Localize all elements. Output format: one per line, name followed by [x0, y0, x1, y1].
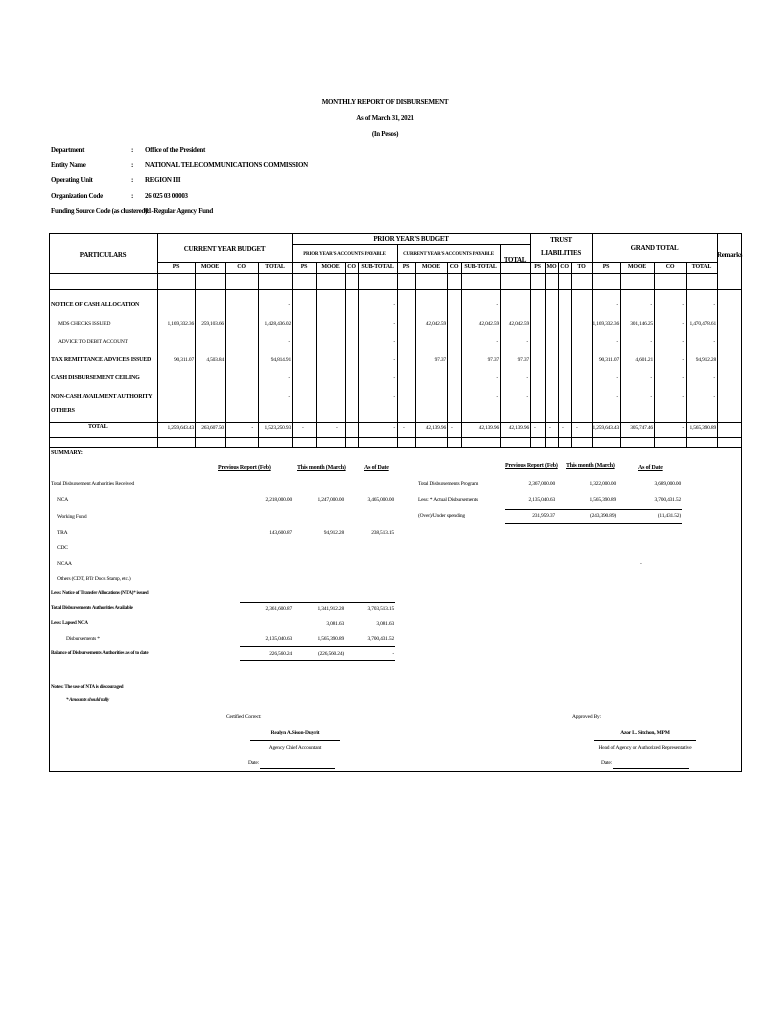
grid-line	[292, 262, 530, 263]
summary-value: 231,959.37	[532, 513, 555, 519]
cell: -	[393, 339, 395, 345]
summary-value: 1,322,000.00	[589, 481, 616, 487]
summary-rule	[505, 509, 682, 510]
signature-line	[594, 740, 696, 741]
total-cell: 1,523,250.93	[264, 425, 291, 431]
total-cell: 42,139.96	[425, 425, 446, 431]
summary-value: 2,367,000.00	[528, 481, 555, 487]
cell: -	[393, 394, 395, 400]
total-cell: -	[403, 425, 405, 431]
summary-label: Total Disbursements Authorities Available	[51, 606, 133, 611]
remarks-header: Remarks	[717, 251, 743, 259]
grid-line	[654, 262, 655, 447]
cell: 90,311.07	[599, 357, 619, 363]
summary-value: (11,431.52)	[657, 513, 681, 519]
summary-col-this: This month (March)	[297, 465, 346, 471]
cell: -	[616, 339, 618, 345]
stray-dash: -	[640, 561, 642, 567]
total-cell: -	[451, 425, 453, 431]
summary-value: 2,135,040.63	[528, 497, 555, 503]
cell: -	[682, 375, 684, 381]
col-header: CO	[347, 264, 356, 270]
notes-line: * Amounts should tally	[66, 698, 110, 703]
info-sep: :	[131, 192, 134, 200]
grid-line	[530, 262, 592, 263]
grid-line	[447, 262, 448, 447]
date-line	[260, 768, 335, 769]
cell: -	[713, 375, 715, 381]
summary-label: Total Disbursements Program	[418, 481, 479, 487]
summary-col-prev: Previous Report (Feb)	[505, 463, 558, 469]
summary-value: (226,560.24)	[317, 651, 344, 657]
cell: -	[496, 302, 498, 308]
cell: -	[616, 302, 618, 308]
summary-label: Balance of Disbursements Authorities as of to date	[51, 651, 149, 656]
info-sep: :	[131, 146, 134, 154]
col-header: MO	[546, 264, 557, 270]
cell: -	[682, 321, 684, 327]
summary-value: 1,341,912.28	[317, 606, 344, 612]
grid-line	[49, 273, 717, 274]
summary-value: 2,218,000.00	[265, 497, 292, 503]
certified-name: Realyn A.Sison-Duyrit	[270, 730, 320, 736]
total-cell: 1,259,643.43	[167, 425, 194, 431]
cell: 301,146.25	[630, 321, 653, 327]
grand-total-header: GRAND TOTAL	[630, 244, 679, 252]
total-cell: 1,565,390.89	[689, 425, 716, 431]
summary-value: 143,600.87	[269, 530, 292, 536]
cell: 97.37	[487, 357, 499, 363]
total-cell: -	[576, 425, 578, 431]
grid-line	[545, 262, 546, 447]
total-cell: -	[534, 425, 536, 431]
report-title: MONTHLY REPORT OF DISBURSEMENT	[321, 98, 449, 106]
current-ap-header: CURRENT YEAR'S ACCOUNTS PAYABLE	[403, 252, 494, 257]
cell: -	[288, 375, 290, 381]
current-year-header: CURRENT YEAR BUDGET	[183, 245, 266, 253]
cell: -	[288, 302, 290, 308]
summary-label: TRA	[57, 530, 68, 536]
summary-value: 3,703,513.15	[367, 606, 394, 612]
approved-name: Azor L. Sitchon, MPM	[620, 730, 670, 736]
summary-rule	[240, 602, 395, 603]
summary-col-this: This month (March)	[566, 463, 615, 469]
total-cell: 42,139.96	[478, 425, 499, 431]
approved-label: Approved By:	[572, 714, 601, 720]
cell: 4,601.21	[635, 357, 653, 363]
summary-col-prev: Previous Report (Feb)	[218, 465, 271, 471]
info-sep: :	[131, 161, 134, 169]
cell: -	[526, 375, 528, 381]
summary-label: CDC	[57, 545, 68, 551]
particulars-header: PARTICULARS	[79, 251, 127, 259]
row-label: OTHERS	[51, 408, 75, 414]
col-header: CO	[449, 264, 459, 270]
col-header: PS	[172, 264, 180, 270]
cell: -	[393, 321, 395, 327]
cell: 1,470,478.61	[689, 321, 716, 327]
summary-value: 3,689,000.00	[654, 481, 681, 487]
col-header: CO	[237, 264, 246, 270]
total-cell: -	[682, 425, 684, 431]
summary-value: 3,081.63	[376, 621, 394, 627]
grid-line	[500, 244, 501, 447]
col-header: CO	[665, 264, 675, 270]
info-label: Operating Unit	[51, 176, 93, 184]
info-value: NATIONAL TELECOMMUNICATIONS COMMISSION	[145, 161, 308, 169]
col-header: PS	[300, 264, 308, 270]
col-header: TOTAL	[691, 264, 712, 270]
notes-title: Notes: The use of NTA is discouraged	[51, 685, 124, 690]
summary-value: 1,565,390.89	[317, 636, 344, 642]
cell: -	[616, 394, 618, 400]
grid-line	[571, 262, 572, 447]
cell: -	[713, 339, 715, 345]
row-label: TAX REMITTANCE ADVICES ISSUED	[51, 357, 152, 363]
certified-label: Certified Correct:	[226, 714, 262, 720]
summary-value: -	[392, 651, 394, 657]
summary-value: (243,390.89)	[589, 513, 616, 519]
info-sep: :	[131, 176, 134, 184]
cell: -	[496, 394, 498, 400]
summary-value: 3,700,431.52	[367, 636, 394, 642]
cell: 1,169,332.36	[167, 321, 194, 327]
info-value: 26 025 03 00003	[145, 192, 188, 200]
summary-value: 1,565,390.89	[589, 497, 616, 503]
cell: -	[616, 375, 618, 381]
total-cell: -	[251, 425, 253, 431]
col-header: MOOE	[421, 264, 441, 270]
summary-value: 3,465,000.00	[367, 497, 394, 503]
info-label: Organization Code	[51, 192, 103, 200]
summary-label: Working Fund	[57, 514, 87, 520]
total-cell: 42,139.96	[508, 425, 529, 431]
cell: -	[393, 357, 395, 363]
cell: -	[496, 375, 498, 381]
summary-label: Total Disbursement Authorities Received	[51, 481, 135, 487]
report-date: As of March 31, 2021	[356, 114, 414, 122]
cell: -	[526, 394, 528, 400]
cell: 1,428,436.02	[264, 321, 291, 327]
cell: 259,103.66	[201, 321, 224, 327]
summary-value: 1,247,000.00	[317, 497, 344, 503]
summary-label: NCA	[57, 497, 69, 503]
col-header: MOOE	[200, 264, 220, 270]
grid-line	[195, 262, 196, 447]
cell: 1,169,332.36	[592, 321, 619, 327]
grid-line	[292, 244, 530, 245]
grid-line	[620, 262, 621, 447]
grid-line	[225, 262, 226, 447]
total-cell: 305,747.46	[630, 425, 653, 431]
cell: -	[650, 394, 652, 400]
cell: -	[650, 302, 652, 308]
summary-label: Less: Notice of Transfer Allocations (NTA)* issued	[51, 591, 149, 596]
cell: -	[393, 375, 395, 381]
trust-header: TRUST	[550, 236, 572, 244]
cell: -	[650, 339, 652, 345]
summary-value: 94,912.28	[323, 530, 344, 536]
report-unit: (In Pesos)	[371, 130, 399, 138]
total-cell: -	[549, 425, 551, 431]
summary-value: 2,361,600.87	[265, 606, 292, 612]
cell: 97.37	[434, 357, 446, 363]
summary-col-asof: As of Date	[364, 465, 389, 471]
info-label: Funding Source Code (as clustered):	[51, 207, 150, 215]
summary-label: (Over)/Under spending	[418, 513, 465, 519]
summary-rule	[240, 660, 395, 661]
signature-line	[250, 740, 340, 741]
approved-title: Head of Agency or Authorized Representative	[598, 745, 692, 751]
certified-date-label: Date:	[248, 760, 259, 766]
prior-ap-header: PRIOR YEAR'S ACCOUNTS PAYABLE	[303, 252, 386, 257]
summary-label: NCAA	[57, 561, 72, 567]
row-label: MDS CHECKS ISSUED	[58, 321, 111, 327]
grid-line	[686, 262, 687, 447]
total-cell: -	[302, 425, 304, 431]
row-label: NOTICE OF CASH ALLOCATION	[51, 302, 140, 308]
date-line	[613, 768, 689, 769]
info-label: Department	[51, 146, 85, 154]
info-label: Entity Name	[51, 161, 86, 169]
cell: 42,042.59	[478, 321, 499, 327]
total-cell: -	[393, 425, 395, 431]
cell: 97.37	[517, 357, 529, 363]
approved-date-label: Date:	[601, 760, 612, 766]
cell: -	[288, 394, 290, 400]
grid-line	[717, 233, 718, 447]
col-header: SUB-TOTAL	[361, 264, 394, 270]
col-header: SUB-TOTAL	[464, 264, 497, 270]
grid-line	[345, 262, 346, 447]
grid-line	[49, 447, 742, 448]
summary-value: 3,081.63	[326, 621, 344, 627]
grid-line	[461, 262, 462, 447]
grid-line	[258, 262, 259, 447]
col-header: MOOE	[321, 264, 340, 270]
cell: -	[496, 339, 498, 345]
summary-rule	[240, 646, 395, 647]
grid-line	[397, 244, 398, 447]
total-cell: 1,259,643.43	[592, 425, 619, 431]
summary-title: SUMMARY:	[51, 450, 83, 456]
summary-label: Less: * Actual Disbursements	[418, 497, 478, 503]
summary-col-asof: As of Date	[638, 465, 663, 471]
grid-line	[358, 262, 359, 447]
col-header: PS	[402, 264, 410, 270]
col-header: MOOE	[627, 264, 647, 270]
prior-year-header: PRIOR YEAR'S BUDGET	[373, 235, 449, 243]
cell: -	[393, 302, 395, 308]
row-label: ADVICE TO DEBIT ACCOUNT	[58, 339, 128, 345]
summary-label: Disbursements *	[66, 636, 100, 642]
info-value: REGION III	[145, 176, 181, 184]
cell: -	[682, 302, 684, 308]
row-label: CASH DISBURSEMENT CEILING	[51, 375, 140, 381]
summary-rule	[505, 523, 682, 524]
summary-label: Less: Lapsed NCA	[51, 621, 88, 626]
cell: -	[713, 302, 715, 308]
certified-title: Agency Chief Accountant	[268, 745, 322, 751]
summary-label: Others (CDT, BTr Docs Stamp, etc.)	[57, 576, 131, 582]
col-header: PS	[602, 264, 610, 270]
summary-value: 238,513.15	[371, 530, 394, 536]
cell: -	[682, 357, 684, 363]
col-header: TOTAL	[265, 264, 285, 270]
total-cell: -	[562, 425, 564, 431]
summary-value: 3,700,431.52	[654, 497, 681, 503]
summary-value: 226,560.24	[269, 651, 292, 657]
grid-line	[415, 262, 416, 447]
cell: -	[650, 375, 652, 381]
grid-line	[49, 437, 742, 438]
col-header: TO	[577, 264, 586, 270]
grid-line	[316, 262, 317, 447]
cell: -	[526, 339, 528, 345]
prior-total-header: TOTAL	[503, 256, 527, 264]
cell: -	[682, 339, 684, 345]
grid-line	[49, 422, 742, 423]
cell: 4,503.84	[206, 357, 224, 363]
row-label: NON-CASH AVAILMENT AUTHORITY	[51, 394, 153, 400]
cell: -	[682, 394, 684, 400]
total-cell: -	[336, 425, 338, 431]
cell: 90,311.07	[174, 357, 194, 363]
col-header: PS	[534, 264, 541, 270]
cell: 42,042.59	[508, 321, 529, 327]
info-value: 01-Regular Agency Fund	[145, 207, 213, 215]
total-cell: 263,607.50	[201, 425, 224, 431]
total-row-label: TOTAL	[88, 424, 108, 430]
grid-line	[49, 289, 742, 290]
cell: -	[288, 339, 290, 345]
liabilities-header: LIABILITIES	[541, 249, 581, 257]
info-value: Office of the President	[145, 146, 206, 154]
cell: 94,912.28	[695, 357, 716, 363]
cell: 42,042.59	[425, 321, 446, 327]
summary-value: 2,135,040.63	[265, 636, 292, 642]
grid-line	[558, 262, 559, 447]
cell: -	[713, 394, 715, 400]
cell: 94,814.91	[270, 357, 291, 363]
col-header: CO	[560, 264, 569, 270]
